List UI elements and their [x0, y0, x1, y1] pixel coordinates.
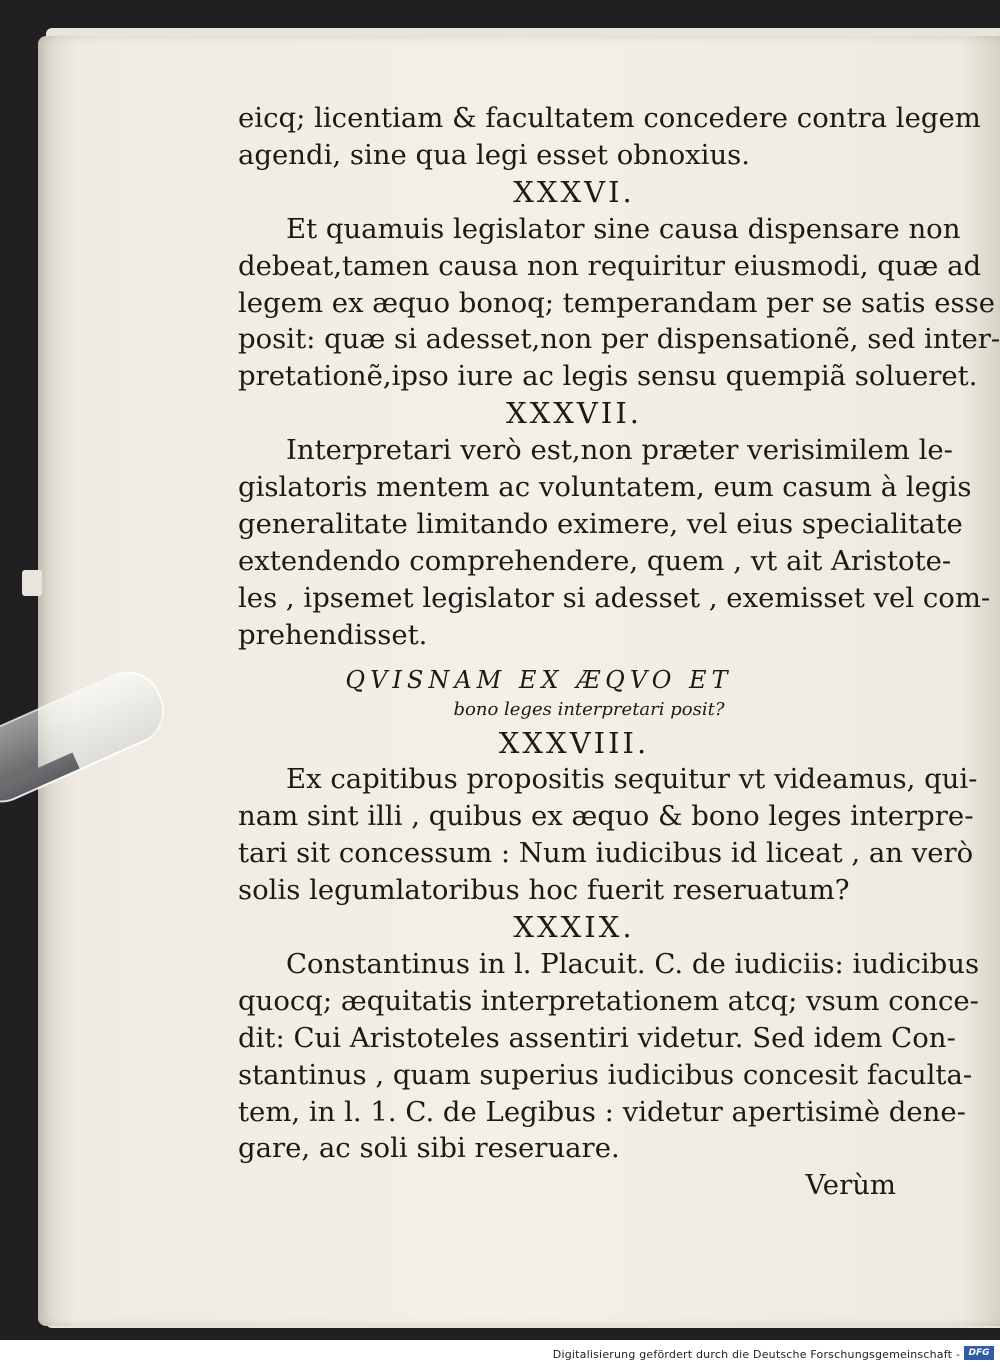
section-numeral: XXXVIII. — [498, 725, 650, 760]
text-line: tari sit concessum : Num iudicibus id liceat , an verò — [238, 837, 974, 870]
text-line: gislatoris mentem ac voluntatem, eum casum à legis — [238, 471, 972, 504]
footer-credit: Digitalisierung gefördert durch die Deutsche Forschungsgemeinschaft - — [552, 1348, 960, 1361]
text-line: tem, in l. 1. C. de Legibus : videtur apertisimè dene- — [238, 1095, 966, 1128]
text-line: generalitate limitando eximere, vel eius specialitate — [238, 507, 963, 540]
page-tab — [22, 570, 42, 596]
catchword: Verùm — [805, 1169, 896, 1202]
text-line: quocq; æquitatis interpretationem atcq; vsum conce- — [238, 984, 979, 1017]
footer-bar — [0, 1340, 1000, 1367]
page-text — [238, 100, 1000, 1204]
question-heading-subline: bono leges interpretari posit? — [453, 698, 725, 720]
text-line: dit: Cui Aristoteles assentiri videtur. Sed idem Con- — [238, 1021, 956, 1054]
section-numeral: XXXIX. — [513, 910, 635, 945]
text-line: Ex capitibus propositis sequitur vt videamus, qui- — [286, 763, 978, 796]
text-line: debeat,tamen causa non requiritur eiusmodi, quæ ad — [238, 249, 982, 282]
text-line: gare, ac soli sibi reseruare. — [238, 1132, 620, 1165]
text-line: Constantinus in l. Placuit. C. de iudiciis: iudicibus — [286, 947, 980, 980]
text-line: extendendo comprehendere, quem , vt ait Aristote- — [238, 544, 952, 577]
text-line: posit: quæ si adesset,non per dispensationẽ, sed inter- — [238, 323, 1000, 356]
text-line: stantinus , quam superius iudicibus concesit faculta- — [238, 1058, 973, 1091]
section-numeral: XXXVI. — [513, 174, 635, 209]
text-line: nam sint illi , quibus ex æquo & bono leges interpre- — [238, 800, 974, 833]
question-heading: QVISNAM EX ÆQVO ET — [345, 665, 733, 694]
section-numeral: XXXVII. — [505, 396, 642, 431]
text-line: les , ipsemet legislator si adesset , exemisset vel com- — [238, 581, 991, 614]
text-line: Et quamuis legislator sine causa dispensare non — [286, 212, 961, 245]
text-line: solis legumlatoribus hoc fuerit reseruatum? — [238, 874, 850, 907]
text-line: prehendisset. — [238, 618, 428, 651]
text-line: pretationẽ,ipso iure ac legis sensu quempiã solueret. — [238, 360, 978, 393]
text-line: eicq; licentiam & facultatem concedere contra legem — [238, 102, 981, 134]
text-line: agendi, sine qua legi esset obnoxius. — [238, 138, 751, 171]
dfg-logo-icon: DFG — [964, 1346, 994, 1360]
text-line: Interpretari verò est,non præter verisimilem le- — [286, 434, 953, 467]
text-line: legem ex æquo bonoq; temperandam per se satis esse — [238, 286, 996, 319]
